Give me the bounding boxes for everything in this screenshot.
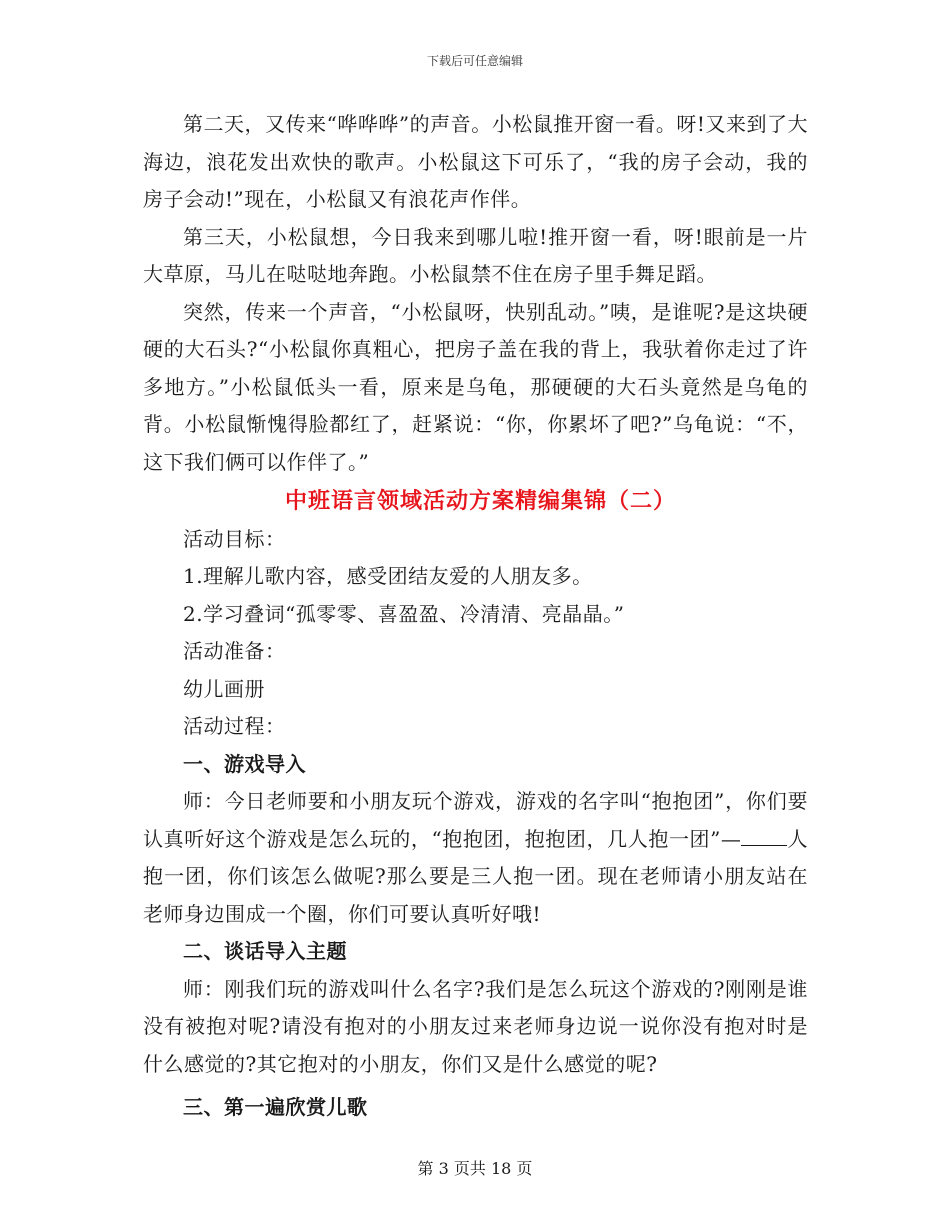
page-footer: 第 3 页共 18 页 — [417, 1159, 533, 1178]
process-label: 活动过程： — [183, 714, 286, 738]
step-1-paragraph — [143, 783, 808, 933]
story-paragraph: 突然，传来一个声音，“小松鼠呀，快别乱动。”咦，是谁呢?是这块硬硬的大石头?“小松鼠你真粗心，把房子盖在我的背上，我驮着你走过了许多地方。”小松鼠低头一看，原来是乌龟，那硬硬的大石头竟然是乌龟的背。小松鼠惭愧得脸都红了，赶紧说：“你，你累坏了吧?”乌龟说：“不，这下我们俩可以作伴了。” — [143, 299, 808, 474]
prep-label: 活动准备： — [183, 639, 286, 663]
step-1-text-b: 人抱一团，你们该怎么做呢?那么要是三人抱一团。现在老师请小朋友站在老师身边围成一个圈，你们可要认真听好哦! — [143, 826, 808, 926]
story-paragraph: 第三天，小松鼠想，今日我来到哪儿啦!推开窗一看，呀!眼前是一片大草原，马儿在哒哒地奔跑。小松鼠禁不住在房子里手舞足蹈。 — [143, 224, 808, 286]
step-1-heading: 一、游戏导入 — [183, 751, 306, 776]
goal-item-1: 1.理解儿歌内容，感受团结友爱的人朋友多。 — [183, 564, 593, 588]
prep-item: 幼儿画册 — [183, 676, 265, 701]
step-2-paragraph: 师：刚我们玩的游戏叫什么名字?我们是怎么玩这个游戏的?刚刚是谁没有被抱对呢?请没有抱对的小朋友过来老师身边说一说你没有抱对时是什么感觉的?其它抱对的小朋友，你们又是什么感觉的呢? — [143, 976, 808, 1076]
fill-in-blank — [741, 825, 787, 846]
step-3-heading: 三、第一遍欣赏儿歌 — [183, 1095, 368, 1119]
goal-label: 活动目标： — [183, 526, 286, 551]
section-title: 中班语言领域活动方案精编集锦（二） — [284, 488, 676, 514]
document-body — [143, 106, 808, 1127]
story-paragraph: 第二天，又传来“哗哗哗”的声音。小松鼠推开窗一看。呀!又来到了大海边，浪花发出欢快的歌声。小松鼠这下可乐了，“我的房子会动，我的房子会动!”现在，小松鼠又有浪花声作伴。 — [143, 112, 808, 211]
goal-item-2: 2.学习叠词“孤零零、喜盈盈、冷清清、亮晶晶。” — [183, 601, 625, 626]
step-1-text-a: 师：今日老师要和小朋友玩个游戏，游戏的名字叫“抱抱团”，你们要认真听好这个游戏是怎么玩的，“抱抱团，抱抱团，几人抱一团”— — [143, 789, 808, 851]
step-2-heading: 二、谈话导入主题 — [183, 939, 347, 963]
page-header: 下载后可任意编辑 — [426, 54, 523, 68]
